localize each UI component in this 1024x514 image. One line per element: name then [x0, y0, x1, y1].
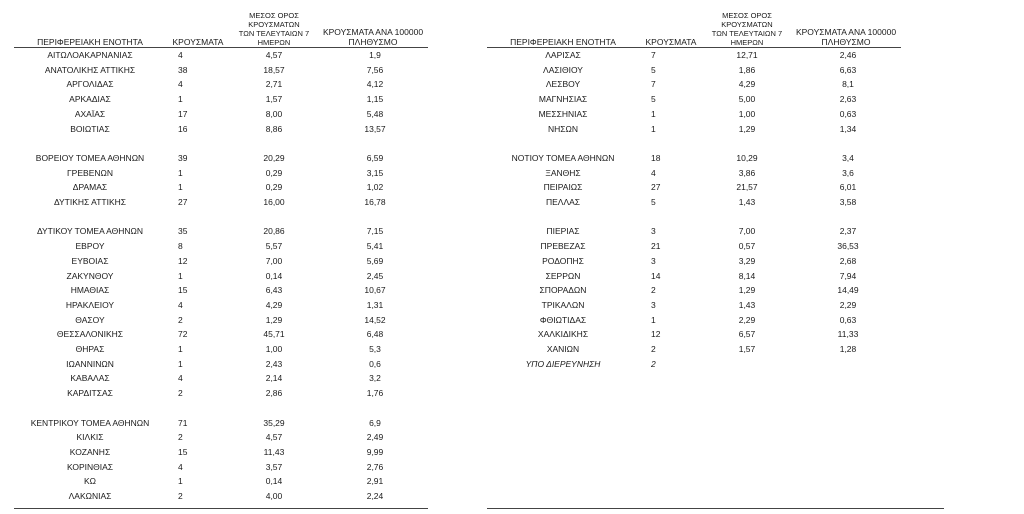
table-row	[487, 151, 901, 166]
per-100000-cell: 5,41	[366, 241, 384, 252]
cases-cell: 38	[178, 64, 188, 75]
avg-7-days-cell: 0,29	[265, 182, 283, 193]
table-row	[14, 239, 428, 254]
per-100000-cell: 0,63	[839, 314, 857, 325]
cases-cell: 1	[178, 358, 183, 369]
avg-7-days-cell: 5,00	[738, 94, 756, 105]
cases-cell: 7	[651, 50, 656, 60]
avg-7-days-cell: 1,29	[738, 123, 756, 134]
table-row	[14, 48, 428, 63]
cases-cell: 18	[651, 152, 661, 163]
avg-7-days-cell: 0,14	[265, 476, 283, 487]
avg-7-days-cell: 18,57	[263, 64, 285, 75]
cases-cell: 72	[178, 329, 188, 340]
header-per-100000	[318, 0, 428, 48]
spacer-row	[487, 210, 901, 225]
avg-7-days-cell	[230, 210, 318, 225]
avg-7-days-cell: 10,29	[736, 152, 758, 163]
avg-7-days-cell: 3,57	[265, 461, 283, 472]
cases-cell: 16	[178, 123, 188, 134]
table-row	[14, 77, 428, 92]
per-100000-cell	[791, 136, 901, 151]
cases-cell: 39	[178, 152, 188, 163]
table-row	[14, 357, 428, 372]
header-region: ΠΕΡΙΦΕΡΕΙΑΚΗ ΕΝΟΤΗΤΑ	[14, 0, 166, 48]
cases-cell: 2	[178, 314, 183, 325]
per-100000-cell: 3,15	[366, 167, 384, 178]
region-cell: ΡΟΔΟΠΗΣ	[542, 255, 584, 266]
avg-7-days-cell: 0,57	[738, 241, 756, 252]
cases-cell: 7	[651, 79, 656, 90]
cases-cell	[166, 136, 230, 151]
region-cell: ΣΠΟΡΑΔΩΝ	[539, 285, 587, 296]
cases-cell	[639, 136, 703, 151]
avg-7-days-cell	[230, 136, 318, 151]
cases-cell: 35	[178, 226, 188, 237]
region-cell: ΚΟΡΙΝΘΙΑΣ	[66, 461, 114, 472]
per-100000-cell	[791, 210, 901, 225]
right-table-body	[487, 48, 901, 372]
per-100000-cell: 6,59	[366, 152, 384, 163]
avg-7-days-cell: 1,29	[265, 314, 283, 325]
cases-cell: 5	[651, 64, 656, 75]
per-100000-cell: 14,52	[364, 314, 386, 325]
cases-cell: 5	[651, 197, 656, 208]
region-cell: ΕΒΡΟΥ	[75, 241, 105, 252]
per-100000-cell: 2,37	[839, 226, 857, 237]
region-cell: ΖΑΚΥΝΘΟΥ	[66, 270, 114, 281]
region-cell: ΚΕΝΤΡΙΚΟΥ ΤΟΜΕΑ ΑΘΗΝΩΝ	[30, 417, 150, 428]
per-100000-cell: 13,57	[364, 123, 386, 134]
cases-cell: 2	[651, 285, 656, 296]
table-row	[487, 239, 901, 254]
avg-7-days-cell: 7,00	[738, 226, 756, 237]
header-avg-7-days	[230, 0, 318, 48]
per-100000-cell: 2,63	[839, 94, 857, 105]
avg-7-days-cell: 2,86	[265, 388, 283, 399]
cases-cell: 4	[178, 299, 183, 310]
per-100000-cell: 11,33	[837, 329, 859, 340]
cases-cell: 1	[651, 108, 656, 119]
table-row	[487, 224, 901, 239]
header-per-line2: ΠΛΗΘΥΣΜΟ	[821, 37, 871, 47]
region-cell: ΚΑΡΔΙΤΣΑΣ	[67, 388, 113, 399]
table-row	[487, 195, 901, 210]
cases-cell	[166, 210, 230, 225]
cases-cell: 71	[178, 417, 188, 428]
per-100000-cell: 3,58	[839, 197, 857, 208]
cases-cell: 3	[651, 255, 656, 266]
avg-7-days-cell: 4,57	[265, 50, 283, 60]
per-100000-cell: 2,24	[366, 491, 384, 502]
per-100000-cell: 2,29	[839, 299, 857, 310]
region-cell: ΔΥΤΙΚΗΣ ΑΤΤΙΚΗΣ	[53, 197, 127, 208]
per-100000-cell: 1,76	[366, 388, 384, 399]
avg-7-days-cell: 8,14	[738, 270, 756, 281]
avg-7-days-cell: 3,86	[738, 167, 756, 178]
per-100000-cell: 2,76	[366, 461, 384, 472]
table-row	[14, 254, 428, 269]
table-row	[14, 166, 428, 181]
header-avg-line1: ΜΕΣΟΣ ΟΡΟΣ ΚΡΟΥΣΜΑΤΩΝ	[248, 11, 300, 29]
avg-7-days-cell: 45,71	[263, 329, 285, 340]
per-100000-cell: 2,68	[839, 255, 857, 266]
cases-cell: 3	[651, 226, 656, 237]
region-cell: ΝΟΤΙΟΥ ΤΟΜΕΑ ΑΘΗΝΩΝ	[511, 152, 615, 163]
avg-7-days-cell: 11,43	[263, 446, 285, 457]
header-avg-7-days	[703, 0, 791, 48]
avg-7-days-cell: 4,57	[265, 432, 283, 443]
left-bottom-rule	[14, 508, 428, 509]
region-cell: ΗΜΑΘΙΑΣ	[70, 285, 110, 296]
per-100000-cell: 1,34	[839, 123, 857, 134]
per-100000-cell: 7,56	[366, 64, 384, 75]
per-100000-cell: 0,63	[839, 108, 857, 119]
table-row	[487, 48, 901, 63]
avg-7-days-cell: 16,00	[263, 197, 285, 208]
per-100000-cell: 9,99	[366, 446, 384, 457]
per-100000-cell: 2,91	[366, 476, 384, 487]
per-100000-cell	[318, 401, 428, 416]
region-cell: ΚΟΖΑΝΗΣ	[69, 446, 111, 457]
table-row	[14, 298, 428, 313]
table-row	[14, 489, 428, 504]
avg-7-days-cell: 3,29	[738, 255, 756, 266]
table-row	[14, 416, 428, 431]
per-100000-cell: 1,28	[839, 344, 857, 355]
cases-cell: 14	[651, 270, 661, 281]
cases-cell: 1	[178, 94, 183, 105]
avg-7-days-cell: 1,00	[738, 108, 756, 119]
table-row	[487, 77, 901, 92]
table-row	[14, 195, 428, 210]
header-per-line1: ΚΡΟΥΣΜΑΤΑ ΑΝΑ 100000	[795, 27, 897, 37]
per-100000-cell: 1,9	[369, 50, 381, 60]
avg-7-days-cell: 4,29	[265, 299, 283, 310]
per-100000-cell: 1,02	[366, 182, 384, 193]
per-100000-cell: 16,78	[364, 197, 386, 208]
header-cases: ΚΡΟΥΣΜΑΤΑ	[639, 0, 703, 48]
region-cell: ΜΑΓΝΗΣΙΑΣ	[538, 94, 588, 105]
avg-7-days-cell: 4,29	[738, 79, 756, 90]
avg-7-days-cell: 6,43	[265, 285, 283, 296]
avg-7-days-cell	[703, 210, 791, 225]
region-cell: ΤΡΙΚΑΛΩΝ	[541, 299, 585, 310]
avg-7-days-cell	[703, 136, 791, 151]
table-row	[14, 474, 428, 489]
per-100000-cell: 0,6	[369, 358, 381, 369]
region-cell: ΝΗΣΩΝ	[547, 123, 579, 134]
table-row	[14, 460, 428, 475]
right-cases-table-container	[487, 0, 901, 371]
region-cell: ΧΑΛΚΙΔΙΚΗΣ	[537, 329, 589, 340]
cases-cell: 1	[178, 270, 183, 281]
region-cell: ΕΥΒΟΙΑΣ	[71, 255, 109, 266]
avg-7-days-cell: 2,43	[265, 358, 283, 369]
region-cell: ΞΑΝΘΗΣ	[545, 167, 581, 178]
per-100000-cell: 2,46	[839, 50, 857, 60]
avg-7-days-cell: 5,57	[265, 241, 283, 252]
avg-7-days-cell: 2,71	[265, 79, 283, 90]
avg-7-days-cell: 0,29	[265, 167, 283, 178]
avg-7-days-cell: 1,43	[738, 299, 756, 310]
per-100000-cell: 14,49	[837, 285, 859, 296]
left-cases-table-container	[14, 0, 428, 504]
per-100000-cell: 2,49	[366, 432, 384, 443]
cases-cell: 3	[651, 299, 656, 310]
cases-cell: 1	[651, 314, 656, 325]
cases-cell: 12	[651, 329, 661, 340]
cases-cell: 27	[651, 182, 661, 193]
table-row	[14, 313, 428, 328]
per-100000-cell	[791, 357, 901, 372]
table-row	[487, 298, 901, 313]
table-row	[14, 151, 428, 166]
region-cell: ΘΕΣΣΑΛΟΝΙΚΗΣ	[56, 329, 124, 340]
cases-cell: 1	[651, 123, 656, 134]
cases-cell	[639, 210, 703, 225]
cases-cell: 4	[178, 461, 183, 472]
table-row	[14, 445, 428, 460]
per-100000-cell: 1,15	[366, 94, 384, 105]
cases-cell: 27	[178, 197, 188, 208]
avg-7-days-cell: 2,29	[738, 314, 756, 325]
per-100000-cell: 7,94	[839, 270, 857, 281]
per-100000-cell: 6,01	[839, 182, 857, 193]
cases-cell: 17	[178, 108, 188, 119]
table-row	[487, 63, 901, 78]
table-row	[14, 283, 428, 298]
cases-cell: 12	[178, 255, 188, 266]
spacer-row	[14, 401, 428, 416]
avg-7-days-cell: 4,00	[265, 491, 283, 502]
avg-7-days-cell: 12,71	[736, 50, 758, 60]
table-row	[14, 63, 428, 78]
region-cell	[487, 136, 639, 151]
region-cell: ΛΑΚΩΝΙΑΣ	[68, 491, 112, 502]
cases-cell: 15	[178, 446, 188, 457]
spacer-row	[14, 210, 428, 225]
table-row	[487, 269, 901, 284]
region-cell: ΒΟΡΕΙΟΥ ΤΟΜΕΑ ΑΘΗΝΩΝ	[35, 152, 145, 163]
per-100000-cell: 5,48	[366, 108, 384, 119]
header-avg-line2: ΤΩΝ ΤΕΛΕΥΤΑΙΩΝ 7 ΗΜΕΡΩΝ	[238, 29, 310, 47]
table-row	[14, 269, 428, 284]
table-row	[487, 254, 901, 269]
table-row	[14, 224, 428, 239]
header-region: ΠΕΡΙΦΕΡΕΙΑΚΗ ΕΝΟΤΗΤΑ	[487, 0, 639, 48]
per-100000-cell	[318, 210, 428, 225]
avg-7-days-cell: 20,29	[263, 152, 285, 163]
region-cell: ΑΙΤΩΛΟΑΚΑΡΝΑΝΙΑΣ	[47, 50, 133, 60]
cases-cell: 1	[178, 167, 183, 178]
per-100000-cell: 3,2	[369, 373, 381, 384]
region-cell	[487, 210, 639, 225]
region-cell: ΧΑΝΙΩΝ	[546, 344, 580, 355]
avg-7-days-cell: 1,29	[738, 285, 756, 296]
table-row	[487, 92, 901, 107]
region-cell: ΑΧΑΪΑΣ	[74, 108, 106, 119]
table-row	[487, 107, 901, 122]
header-cases: ΚΡΟΥΣΜΑΤΑ	[166, 0, 230, 48]
per-100000-cell: 2,45	[366, 270, 384, 281]
per-100000-cell: 1,31	[366, 299, 384, 310]
table-row	[487, 122, 901, 137]
table-row	[14, 430, 428, 445]
region-cell: ΒΟΙΩΤΙΑΣ	[70, 123, 110, 134]
region-cell: ΔΥΤΙΚΟΥ ΤΟΜΕΑ ΑΘΗΝΩΝ	[36, 226, 144, 237]
cases-cell: 8	[178, 241, 183, 252]
cases-cell: 4	[651, 167, 656, 178]
cases-cell: 2	[178, 388, 183, 399]
avg-7-days-cell: 0,14	[265, 270, 283, 281]
region-cell: ΙΩΑΝΝΙΝΩΝ	[66, 358, 114, 369]
per-100000-cell: 6,63	[839, 64, 857, 75]
table-row	[14, 386, 428, 401]
region-cell: ΑΡΓΟΛΙΔΑΣ	[66, 79, 114, 90]
region-cell	[14, 210, 166, 225]
avg-7-days-cell: 7,00	[265, 255, 283, 266]
header-per-line2: ΠΛΗΘΥΣΜΟ	[348, 37, 398, 47]
avg-7-days-cell: 1,43	[738, 197, 756, 208]
spacer-row	[14, 136, 428, 151]
region-cell: ΑΡΚΑΔΙΑΣ	[69, 94, 111, 105]
region-cell: ΘΑΣΟΥ	[75, 314, 105, 325]
avg-7-days-cell: 2,14	[265, 373, 283, 384]
cases-cell: 2	[178, 491, 183, 502]
region-cell: ΛΑΣΙΘΙΟΥ	[543, 64, 583, 75]
header-per-line1: ΚΡΟΥΣΜΑΤΑ ΑΝΑ 100000	[322, 27, 424, 37]
right-cases-table	[487, 0, 901, 371]
per-100000-cell: 6,9	[369, 417, 381, 428]
avg-7-days-cell: 35,29	[263, 417, 285, 428]
cases-cell: 4	[178, 50, 183, 60]
right-bottom-rule	[487, 508, 944, 509]
cases-cell: 15	[178, 285, 188, 296]
cases-cell: 21	[651, 241, 661, 252]
table-row	[487, 313, 901, 328]
region-cell	[14, 401, 166, 416]
cases-cell	[166, 401, 230, 416]
region-cell: ΚΑΒΑΛΑΣ	[70, 373, 110, 384]
left-cases-table	[14, 0, 428, 504]
per-100000-cell: 6,48	[366, 329, 384, 340]
per-100000-cell: 10,67	[364, 285, 386, 296]
cases-cell: 2	[651, 358, 656, 369]
table-row	[14, 122, 428, 137]
region-cell: ΓΡΕΒΕΝΩΝ	[67, 167, 113, 178]
cases-cell: 2	[178, 432, 183, 443]
region-cell: ΛΑΡΙΣΑΣ	[545, 50, 581, 60]
per-100000-cell: 5,69	[366, 255, 384, 266]
avg-7-days-cell	[703, 357, 791, 372]
per-100000-cell	[318, 136, 428, 151]
region-cell: ΗΡΑΚΛΕΙΟΥ	[65, 299, 115, 310]
avg-7-days-cell: 8,86	[265, 123, 283, 134]
region-cell: ΘΗΡΑΣ	[75, 344, 105, 355]
table-row	[487, 180, 901, 195]
left-table-body	[14, 48, 428, 504]
region-cell: ΛΕΣΒΟΥ	[545, 79, 581, 90]
cases-cell: 1	[178, 182, 183, 193]
region-cell: ΦΘΙΩΤΙΔΑΣ	[539, 314, 587, 325]
avg-7-days-cell: 1,57	[738, 344, 756, 355]
region-cell: ΠΙΕΡΙΑΣ	[546, 226, 580, 237]
avg-7-days-cell: 1,57	[265, 94, 283, 105]
avg-7-days-cell: 8,00	[265, 108, 283, 119]
cases-cell: 1	[178, 344, 183, 355]
region-cell: ΜΕΣΣΗΝΙΑΣ	[538, 108, 588, 119]
table-row	[14, 180, 428, 195]
avg-7-days-cell: 20,86	[263, 226, 285, 237]
per-100000-cell: 36,53	[837, 241, 859, 252]
region-cell: ΑΝΑΤΟΛΙΚΗΣ ΑΤΤΙΚΗΣ	[44, 64, 136, 75]
header-avg-line2: ΤΩΝ ΤΕΛΕΥΤΑΙΩΝ 7 ΗΜΕΡΩΝ	[711, 29, 783, 47]
table-row	[14, 342, 428, 357]
per-100000-cell: 3,6	[842, 167, 854, 178]
left-header-row	[14, 0, 428, 48]
table-row	[487, 327, 901, 342]
per-100000-cell: 4,12	[366, 79, 384, 90]
table-row	[14, 92, 428, 107]
avg-7-days-cell	[230, 401, 318, 416]
region-cell: ΔΡΑΜΑΣ	[72, 182, 108, 193]
region-cell: ΥΠΟ ΔΙΕΡΕΥΝΗΣΗ	[525, 358, 601, 369]
header-avg-line1: ΜΕΣΟΣ ΟΡΟΣ ΚΡΟΥΣΜΑΤΩΝ	[721, 11, 773, 29]
table-row	[487, 357, 901, 372]
avg-7-days-cell: 6,57	[738, 329, 756, 340]
per-100000-cell: 7,15	[366, 226, 384, 237]
table-row	[487, 283, 901, 298]
spacer-row	[487, 136, 901, 151]
table-row	[14, 327, 428, 342]
avg-7-days-cell: 21,57	[736, 182, 758, 193]
cases-cell: 4	[178, 373, 183, 384]
avg-7-days-cell: 1,86	[738, 64, 756, 75]
avg-7-days-cell: 1,00	[265, 344, 283, 355]
cases-cell: 1	[178, 476, 183, 487]
region-cell: ΣΕΡΡΩΝ	[545, 270, 581, 281]
cases-cell: 5	[651, 94, 656, 105]
cases-cell: 2	[651, 344, 656, 355]
table-row	[14, 107, 428, 122]
region-cell: ΠΡΕΒΕΖΑΣ	[540, 241, 586, 252]
per-100000-cell: 3,4	[842, 152, 854, 163]
cases-cell: 4	[178, 79, 183, 90]
per-100000-cell: 8,1	[842, 79, 854, 90]
right-header-row	[487, 0, 901, 48]
table-row	[487, 342, 901, 357]
region-cell: ΚΩ	[83, 476, 97, 487]
region-cell	[14, 136, 166, 151]
table-row	[14, 371, 428, 386]
region-cell: ΚΙΛΚΙΣ	[76, 432, 104, 443]
region-cell: ΠΕΛΛΑΣ	[545, 197, 581, 208]
per-100000-cell: 5,3	[369, 344, 381, 355]
header-per-100000	[791, 0, 901, 48]
table-row	[487, 166, 901, 181]
region-cell: ΠΕΙΡΑΙΩΣ	[543, 182, 583, 193]
